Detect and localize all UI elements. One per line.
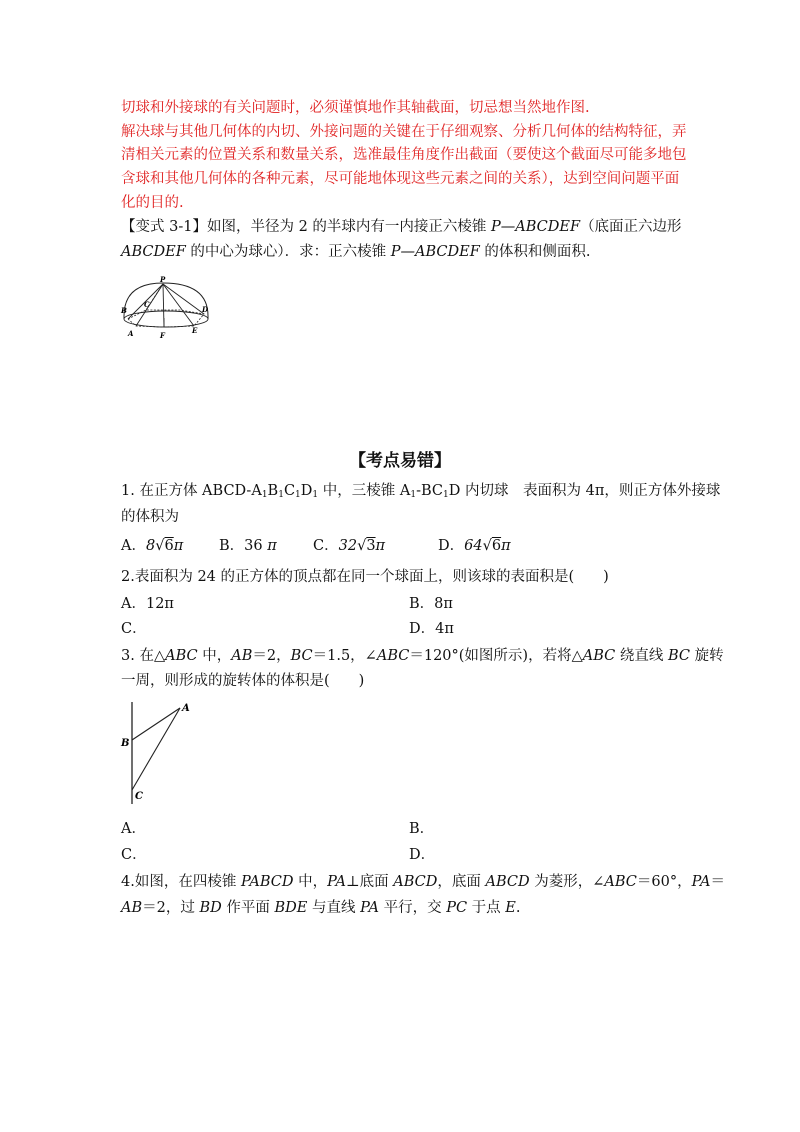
q2-option-c: C．: [121, 621, 147, 637]
q2-option-a: A．12π: [121, 596, 174, 612]
q1-option-a: A．8√6π: [121, 538, 184, 554]
figure-label-d: D: [202, 305, 209, 314]
q3-line-2: 一周，则形成的旋转体的体积是( ): [121, 673, 365, 689]
figure-label-f: F: [160, 331, 165, 340]
triangle-label-b: B: [121, 738, 130, 749]
q3-line-1: 3. 在△ABC 中，AB＝2，BC＝1.5，∠ABC＝120°(如图所示)，若将△ABC 绕直线 BC 旋转: [121, 648, 724, 664]
q2-stem: 2.表面积为 24 的正方体的顶点都在同一个球面上，则该球的表面积是( ): [121, 569, 609, 585]
intro-line-3: 清相关元素的位置关系和数量关系，选准最佳角度作出截面（要使这个截面尽可能多地包: [121, 147, 687, 163]
triangle-label-a: A: [182, 703, 190, 714]
section-title: 【考点易错】: [349, 451, 451, 471]
intro-line-4: 含球和其他几何体的各种元素，尽可能地体现这些元素之间的关系），达到空间问题平面: [121, 171, 680, 187]
q3-option-d: D．: [409, 847, 436, 863]
q1-option-b: B．36 π: [219, 538, 277, 554]
figure-label-a: A: [128, 329, 134, 338]
q1-line-2: 的体积为: [121, 509, 179, 525]
q2-option-d: D．4π: [409, 621, 454, 637]
q4-line-1: 4.如图，在四棱锥 PABCD 中，PA⊥底面 ABCD，底面 ABCD 为菱形，∠ABC＝60°，PA＝: [121, 874, 725, 890]
variant-line-2: ABCDEF 的中心为球心）．求：正六棱锥 P—ABCDEF 的体积和侧面积.: [121, 244, 591, 260]
q1-option-d: D．64√6π: [438, 538, 511, 554]
intro-line-5: 化的目的.: [121, 195, 184, 211]
variant-line-1: 【变式 3-1】如图，半径为 2 的半球内有一内接正六棱锥 P—ABCDEF（底面正六边形: [121, 219, 682, 235]
q2-option-b: B．8π: [409, 596, 453, 612]
q3-option-c: C．: [121, 847, 147, 863]
figure-label-b: B: [121, 306, 127, 315]
q1-option-c: C．32√3π: [313, 538, 386, 554]
figure-label-e: E: [192, 326, 198, 335]
q1-line-1: 1. 在正方体 ABCD-$A_1B_1C_1D_1$ 中，三棱锥 $A_1-BC_1D$ 内切球 表面积为 4π，则正方体外接球: [121, 483, 721, 500]
figure-label-p: P: [160, 276, 166, 284]
q3-option-b: B．: [409, 821, 435, 837]
triangle-label-c: C: [135, 791, 143, 802]
intro-line-1: 切球和外接球的有关问题时，必须谨慎地作其轴截面，切忌想当然地作图.: [121, 100, 590, 116]
intro-line-2: 解决球与其他几何体的内切、外接问题的关键在于仔细观察、分析几何体的结构特征，弄: [121, 124, 687, 140]
q4-line-2: AB＝2，过 BD 作平面 BDE 与直线 PA 平行，交 PC 于点 E.: [121, 900, 521, 916]
figure-label-c: C: [144, 300, 150, 309]
q3-option-a: A．: [121, 821, 146, 837]
variant-tag: 【变式 3-1】: [121, 219, 207, 235]
triangle-rotation-figure: [118, 698, 198, 808]
hemisphere-pyramid-figure: [116, 276, 216, 342]
